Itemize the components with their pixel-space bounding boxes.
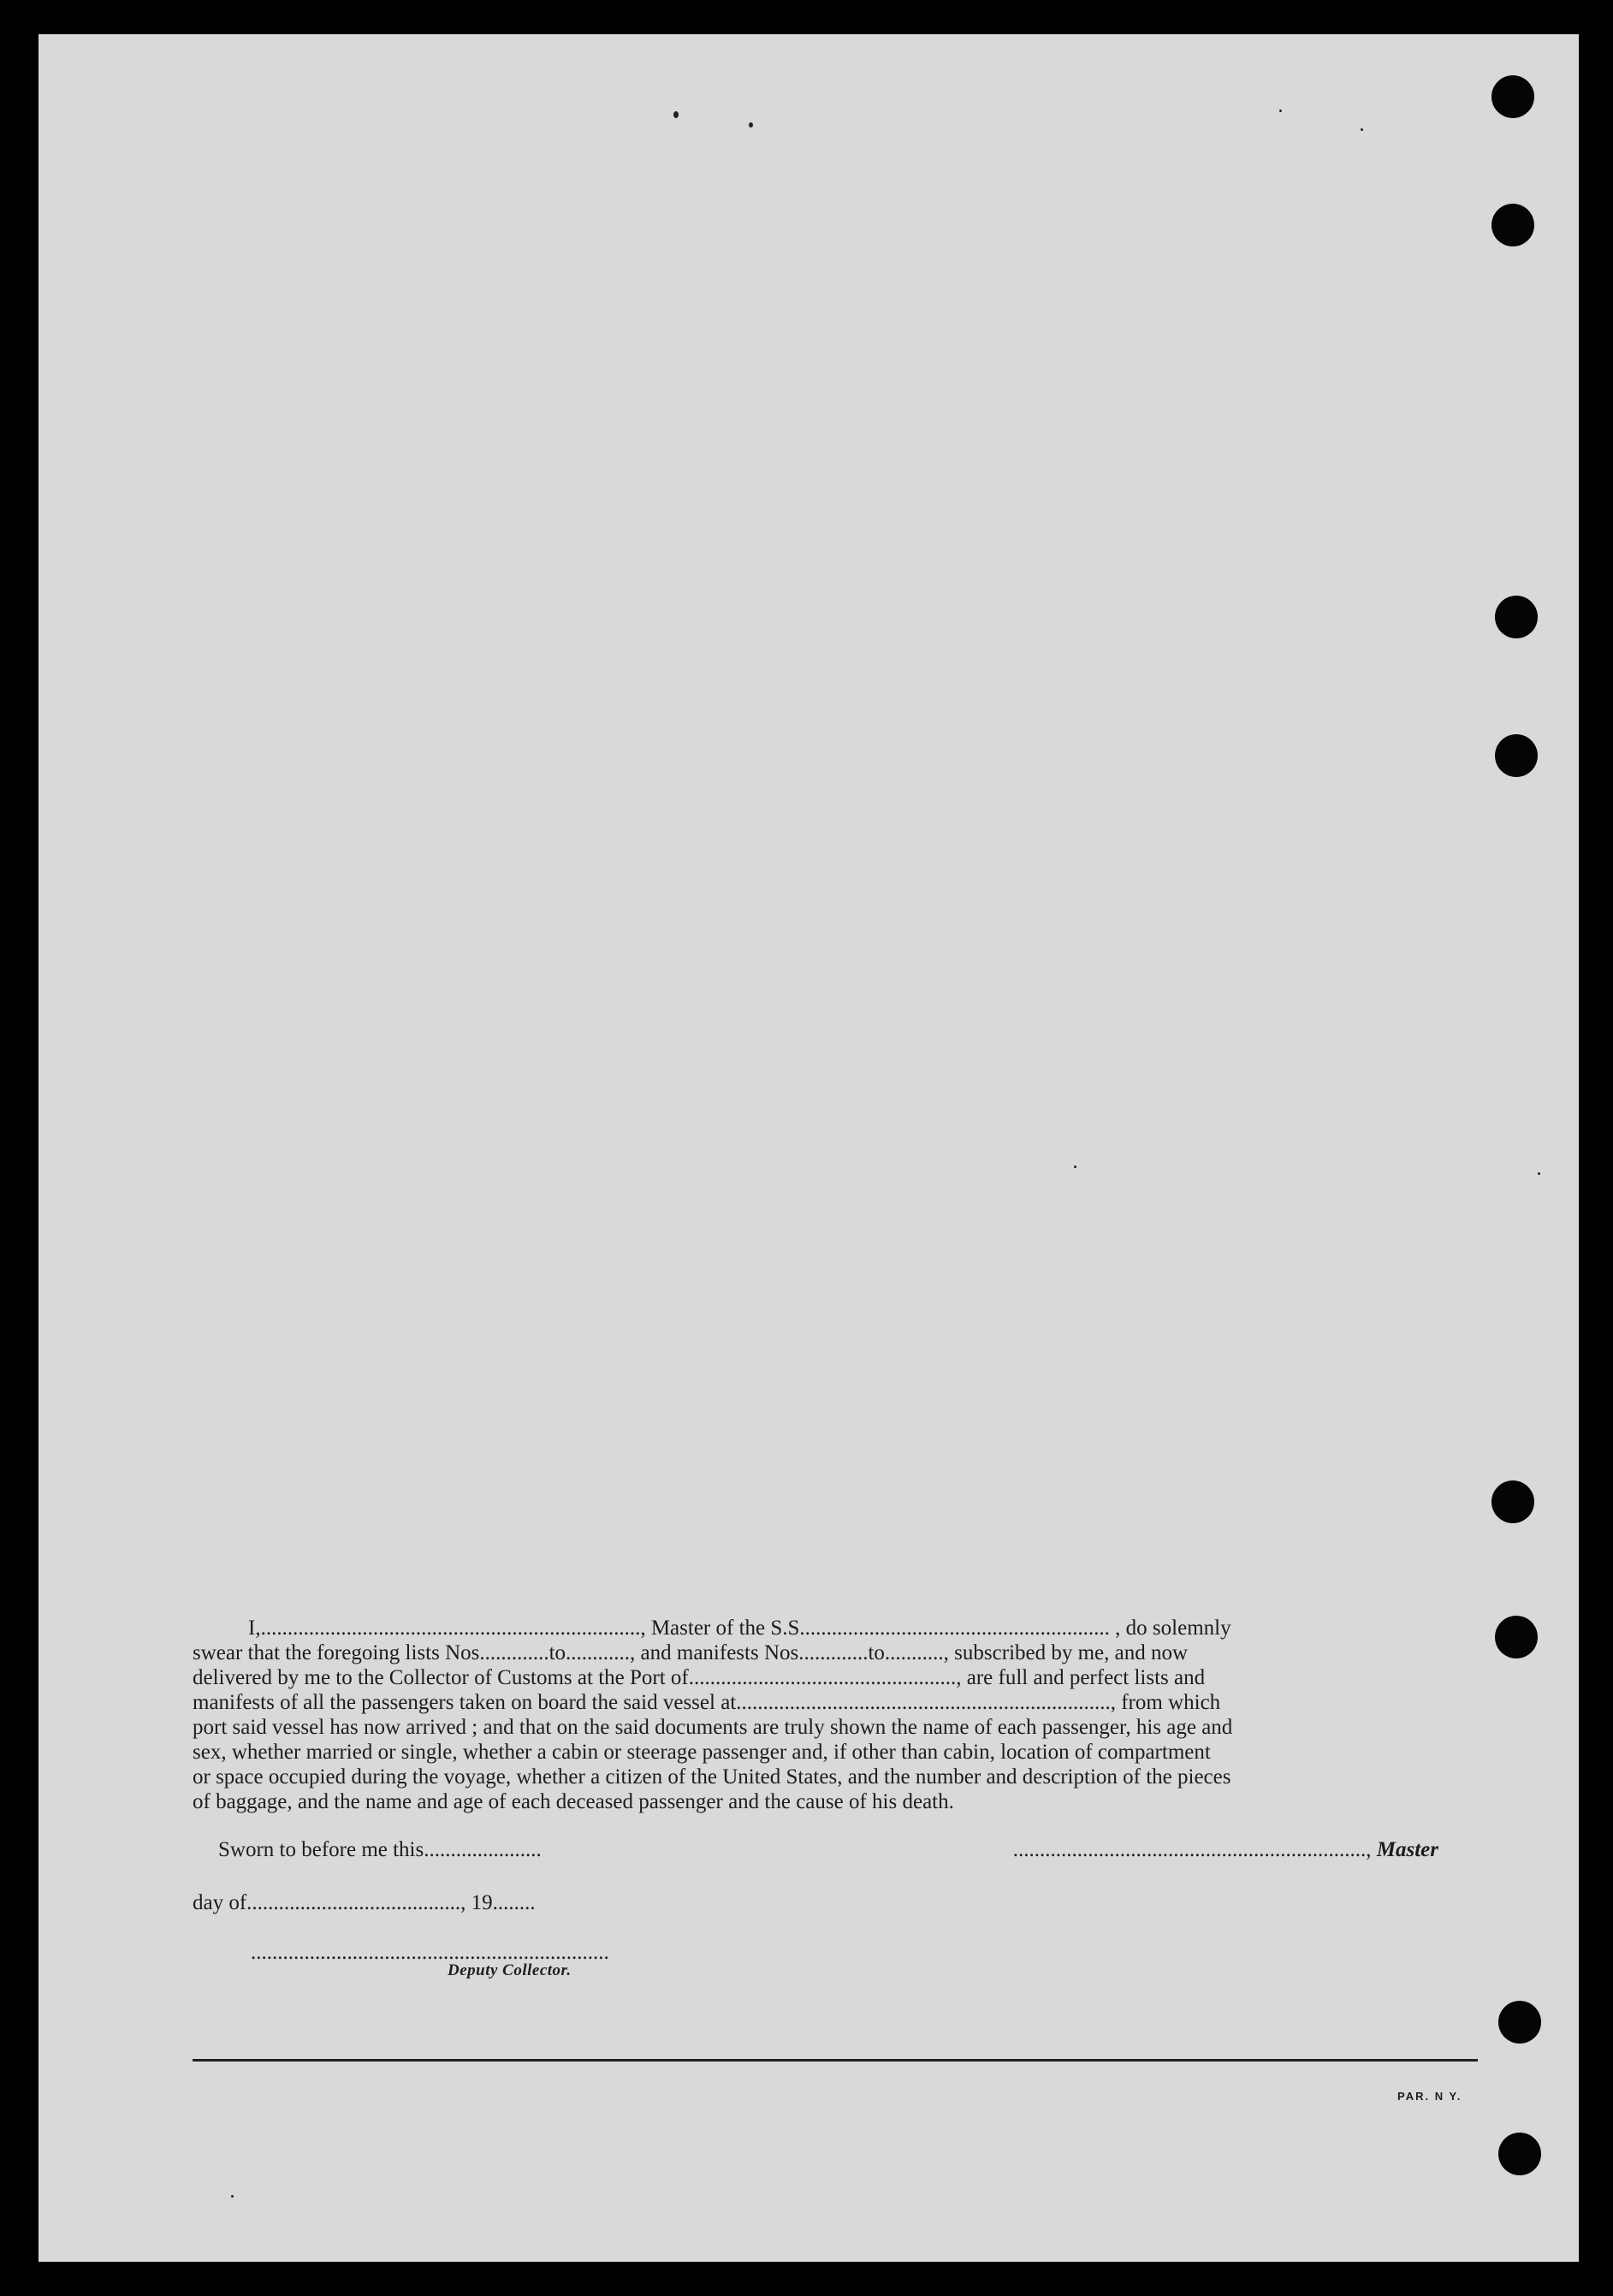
punch-hole (1491, 204, 1534, 246)
oath-line: I,......................................................................., Master of the S.S.......................................................... , do solemnly (248, 1617, 1231, 1640)
oath-line: delivered by me to the Collector of Customs at the Port of.................................................., are full and perfect lists and (193, 1666, 1206, 1689)
sworn-before-field: Sworn to before me this...................... (218, 1838, 542, 1861)
master-label: Master (1376, 1838, 1438, 1861)
scan-speck (1361, 128, 1363, 131)
scan-speck (673, 111, 679, 118)
deputy-signature-dots: ................................................................... (251, 1941, 609, 1964)
printer-mark: PAR. N Y. (1397, 2090, 1462, 2103)
oath-line: swear that the foregoing lists Nos.............to............, and manifests Nos.............to..........., subscribed by me, and now (193, 1641, 1189, 1664)
punch-hole (1495, 734, 1538, 777)
punch-hole (1491, 75, 1534, 118)
oath-line: port said vessel has now arrived ; and that on the said documents are truly shown the name of each passenger, his age and (193, 1716, 1233, 1739)
master-signature-field (1013, 1838, 1438, 1862)
oath-line: sex, whether married or single, whether a cabin or steerage passenger and, if other than cabin, location of compartment (193, 1741, 1211, 1764)
oath-line: or space occupied during the voyage, whether a citizen of the United States, and the number and description of the pieces (193, 1765, 1231, 1789)
scan-speck (1074, 1166, 1076, 1168)
oath-line: manifests of all the passengers taken on board the said vessel at......................................................................, from which (193, 1691, 1221, 1714)
scan-speck (1279, 110, 1282, 112)
punch-hole (1491, 1480, 1534, 1523)
deputy-collector-label: Deputy Collector. (448, 1961, 572, 1979)
manifest-page (39, 34, 1579, 2262)
punch-hole (1498, 2133, 1541, 2175)
oath-line: of baggage, and the name and age of each deceased passenger and the cause of his death. (193, 1790, 954, 1813)
master-signature-dots: .................................................................., (1012, 1838, 1372, 1861)
horizontal-rule (193, 2059, 1478, 2062)
scan-speck (749, 122, 753, 128)
punch-hole (1495, 596, 1538, 638)
scan-speck (1538, 1172, 1540, 1175)
punch-hole (1495, 1616, 1538, 1658)
day-of-field: day of........................................, 19........ (193, 1891, 536, 1914)
punch-hole (1498, 2001, 1541, 2044)
oath-paragraph (193, 1616, 1476, 1814)
scan-speck (231, 2195, 234, 2198)
